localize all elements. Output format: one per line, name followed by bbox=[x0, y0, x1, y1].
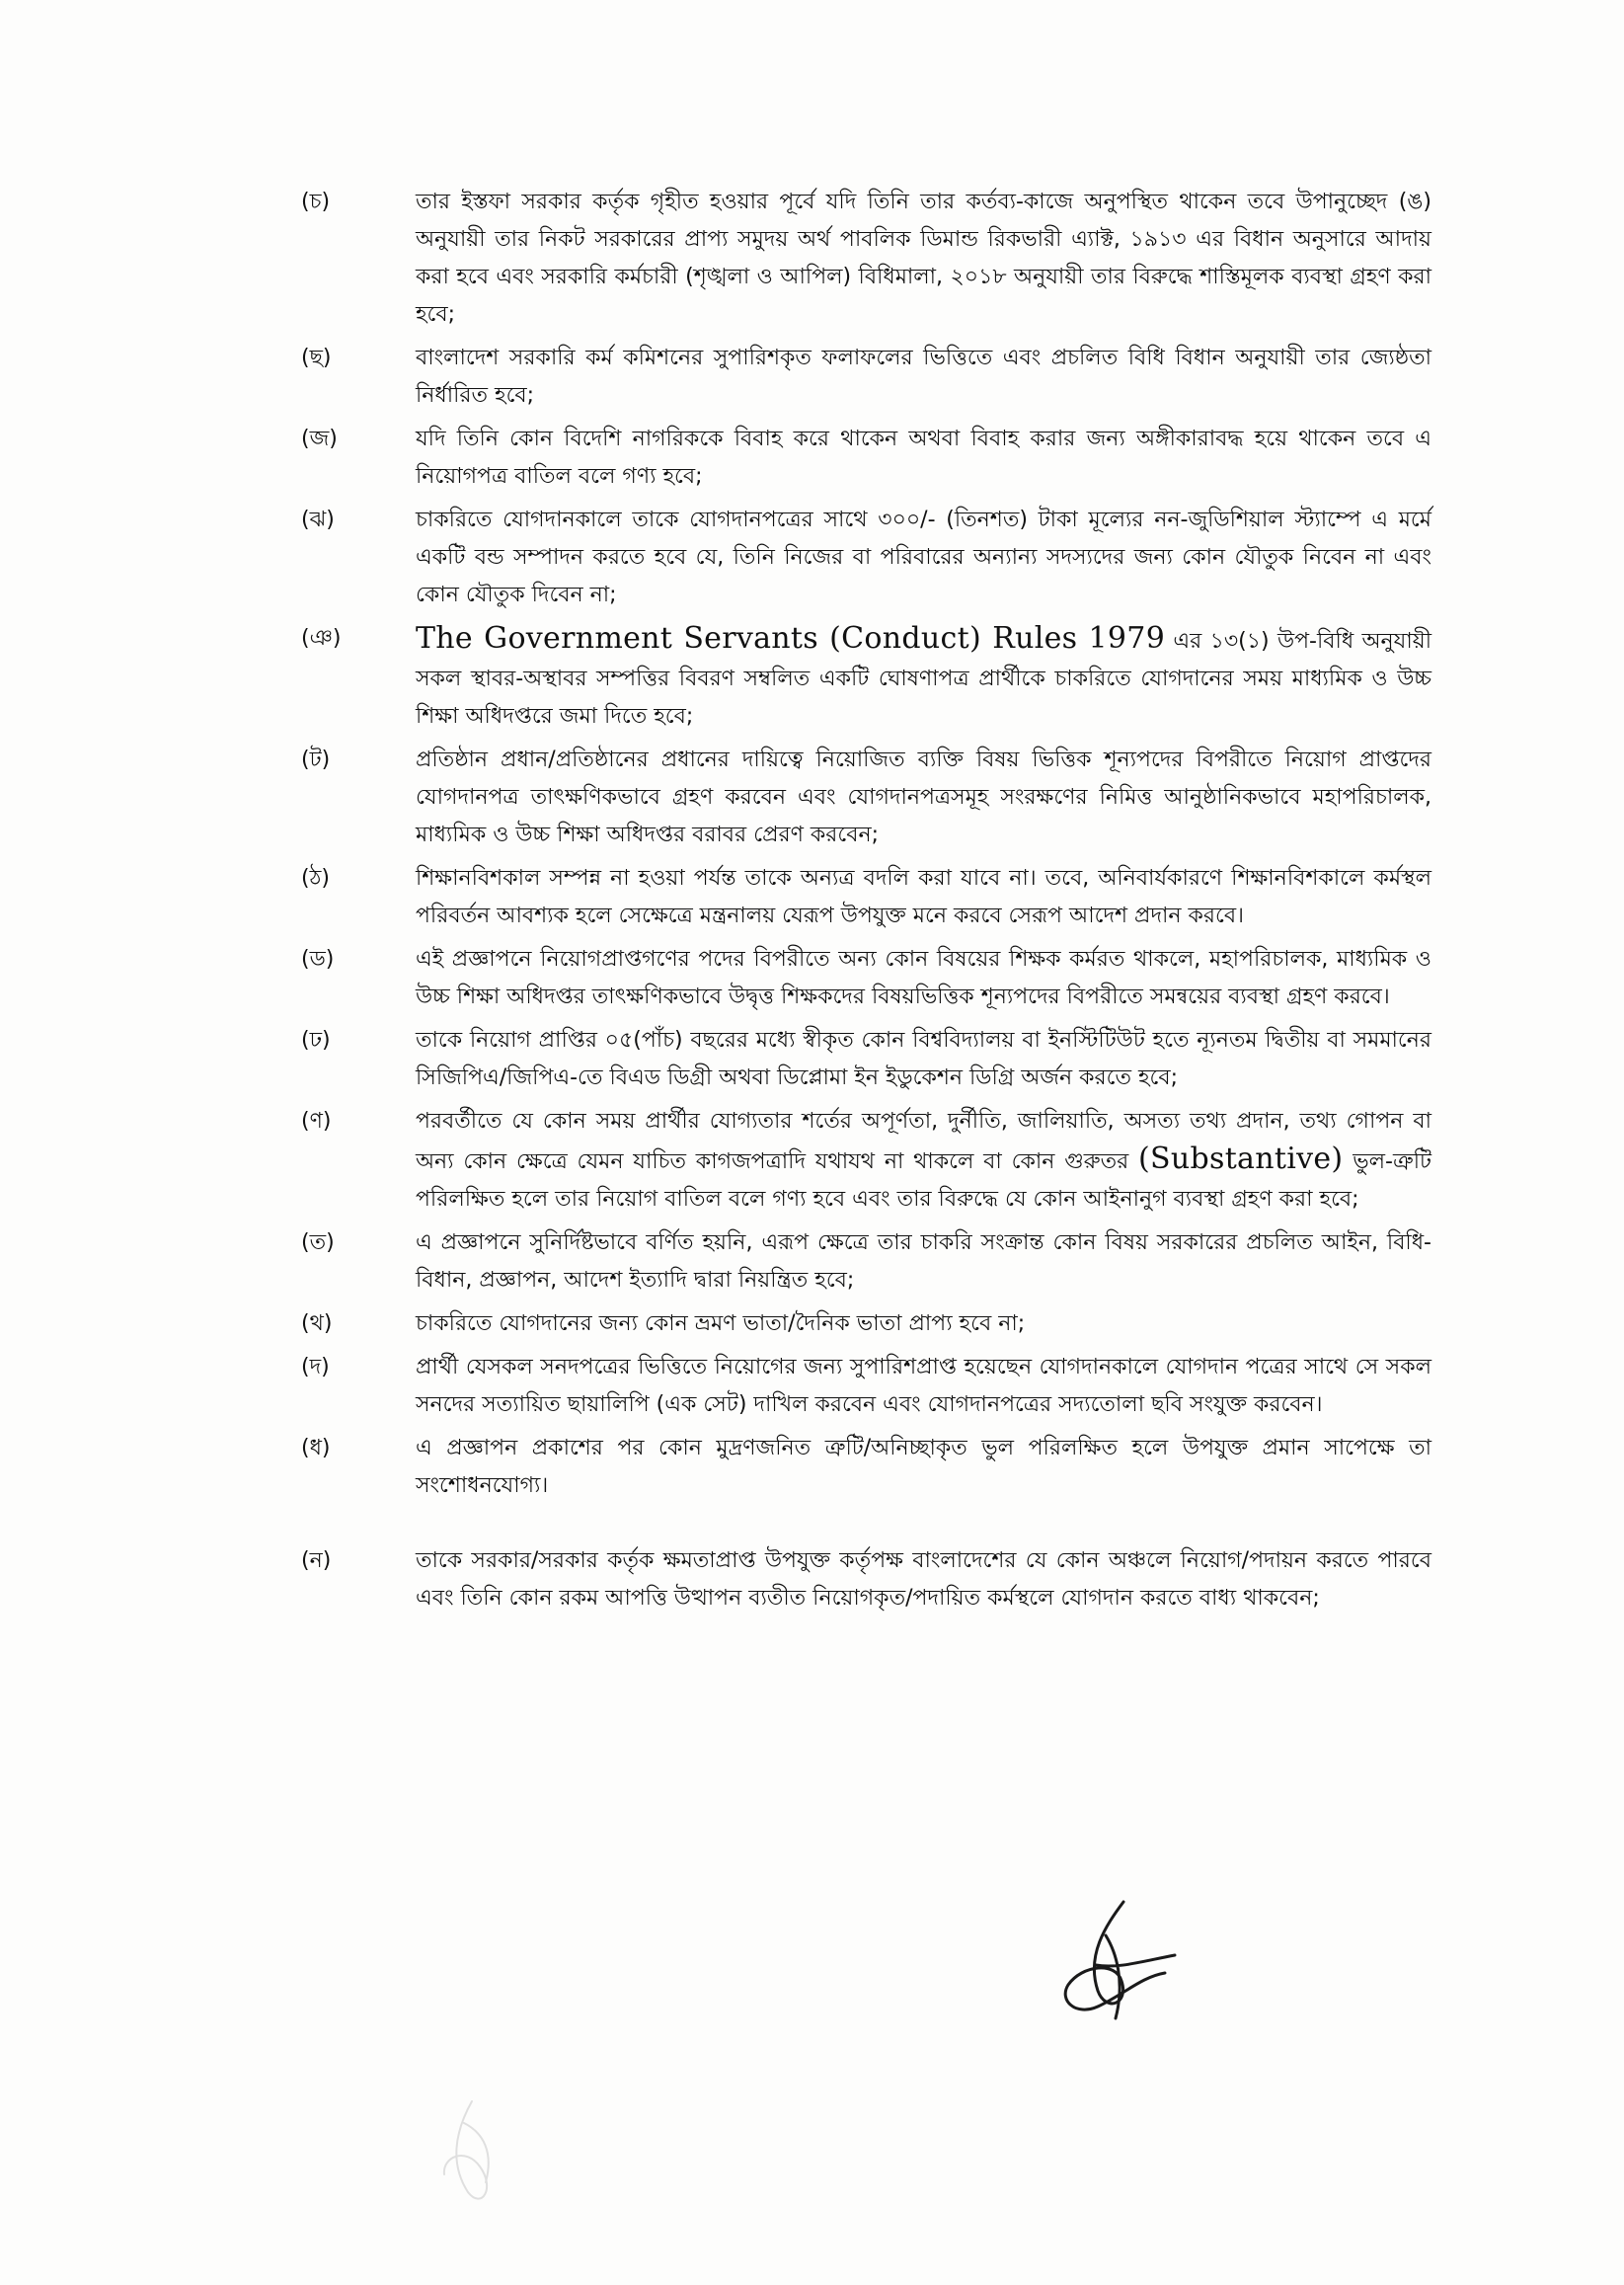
clause-marker: (থ) bbox=[301, 1311, 333, 1336]
clause-marker: (ছ) bbox=[301, 346, 332, 370]
clause-marker: (জ) bbox=[301, 427, 338, 451]
clause-marker: (ট) bbox=[301, 748, 331, 772]
clause-text-continued: এর ১৩(১) উপ-বিধি অনুযায়ী সকল স্থাবর-অস্থাবর সম্পত্তির বিবরণ সম্বলিত একটি ঘোষণাপত্র প্রার্থীকে চাকরিতে যোগদানের সময় মাধ্যমিক ও উচ্চ শিক্ষা অধিদপ্তরে জমা দিতে হবে; bbox=[416, 629, 1431, 729]
faded-seal-mark bbox=[425, 2093, 523, 2212]
clause-text: এই প্রজ্ঞাপনে নিয়োগপ্রাপ্তগণের পদের বিপরীতে অন্য কোন বিষয়ের শিক্ষক কর্মরত থাকলে, মহাপরিচালক, মাধ্যমিক ও উচ্চ শিক্ষা অধিদপ্তর তাৎক্ষণিকভাবে উদ্বৃত্ত শিক্ষকদের বিষয়ভিত্তিক শূন্যপদের বিপরীতে সমন্বয়ের ব্যবস্থা গ্রহণ করবে। bbox=[416, 947, 1431, 1009]
clause-text: শিক্ষানবিশকাল সম্পন্ন না হওয়া পর্যন্ত তাকে অন্যত্র বদলি করা যাবে না। তবে, অনিবার্যকারণে শিক্ষানবিশকালে কর্মস্থল পরিবর্তন আবশ্যক হলে সেক্ষেত্রে মন্ত্রনালয় যেরূপ উপযুক্ত মনে করবে সেরূপ আদেশ প্রদান করবে। bbox=[416, 866, 1431, 928]
clause-ja bbox=[301, 421, 1431, 496]
clause-text: বাংলাদেশ সরকারি কর্ম কমিশনের সুপারিশকৃত ফলাফলের ভিত্তিতে এবং প্রচলিত বিধি বিধান অনুযায়ী তার জ্যেষ্ঠতা নির্ধারিত হবে; bbox=[416, 346, 1431, 408]
clause-text: তাকে নিয়োগ প্রাপ্তির ০৫(পাঁচ) বছরের মধ্যে স্বীকৃত কোন বিশ্ববিদ্যালয় বা ইনস্টিটিউট হতে ন্যূনতম দ্বিতীয় বা সমমানের সিজিপিএ/জিপিএ-তে বিএড ডিগ্রী অথবা ডিপ্লোমা ইন ইডুকেশন ডিগ্রি অর্জন করতে হবে; bbox=[416, 1028, 1431, 1090]
clause-cha bbox=[301, 184, 1431, 334]
clause-nna bbox=[301, 1103, 1431, 1219]
clause-text: এ প্রজ্ঞাপনে সুনির্দিষ্টভাবে বর্ণিত হয়নি, এরূপ ক্ষেত্রে তার চাকরি সংক্রান্ত কোন বিষয় সরকারের প্রচলিত আইন, বিধি-বিধান, প্রজ্ঞাপন, আদেশ ইত্যাদি দ্বারা নিয়ন্ত্রিত হবে; bbox=[416, 1230, 1431, 1293]
clause-marker: (ত) bbox=[301, 1230, 335, 1255]
clause-text: প্রতিষ্ঠান প্রধান/প্রতিষ্ঠানের প্রধানের দায়িত্বে নিয়োজিত ব্যক্তি বিষয় ভিত্তিক শূন্যপদের বিপরীতে নিয়োগ প্রাপ্তদের যোগদানপত্র তাৎক্ষণিকভাবে গ্রহণ করবেন এবং যোগদানপত্রসমূহ সংরক্ষণের নিমিত্ত আনুষ্ঠানিকভাবে মহাপরিচালক, মাধ্যমিক ও উচ্চ শিক্ষা অধিদপ্তর বরাবর প্রেরণ করবেন; bbox=[416, 748, 1431, 847]
clause-marker: (দ) bbox=[301, 1355, 330, 1379]
clause-nya bbox=[301, 620, 1431, 736]
clause-ta bbox=[301, 742, 1431, 854]
conduct-rules-title: The Government Servants (Conduct) Rules 1979 bbox=[416, 621, 1166, 656]
clause-dha2 bbox=[301, 1430, 1431, 1505]
substantive-term: (Substantive) bbox=[1138, 1142, 1344, 1176]
clause-na bbox=[301, 1542, 1431, 1617]
clause-chha bbox=[301, 340, 1431, 415]
clause-text: যদি তিনি কোন বিদেশি নাগরিককে বিবাহ করে থাকেন অথবা বিবাহ করার জন্য অঙ্গীকারাবদ্ধ হয়ে থাকেন তবে এ নিয়োগপত্র বাতিল বলে গণ্য হবে; bbox=[416, 427, 1431, 489]
clause-dha bbox=[301, 1022, 1431, 1097]
clause-da2 bbox=[301, 1349, 1431, 1424]
clause-marker: (ণ) bbox=[301, 1109, 332, 1134]
clause-text: এ প্রজ্ঞাপন প্রকাশের পর কোন মুদ্রণজনিত ত্রুটি/অনিচ্ছাকৃত ভুল পরিলক্ষিত হলে উপযুক্ত প্রমান সাপেক্ষে তা সংশোধনযোগ্য। bbox=[416, 1436, 1431, 1498]
clause-text-part: পরবর্তীতে যে কোন সময় প্রার্থীর যোগ্যতার শর্তের অপূর্ণতা, দুর্নীতি, জালিয়াতি, অসত্য তথ্য প্রদান, তথ্য গোপন বা অন্য কোন ক্ষেত্রে যেমন যাচিত কাগজপত্রাদি যথাযথ না থাকলে বা কোন গুরুতর bbox=[416, 1109, 1431, 1174]
clause-tha bbox=[301, 860, 1431, 935]
clause-text bbox=[416, 1103, 1431, 1219]
clause-text: তাকে সরকার/সরকার কর্তৃক ক্ষমতাপ্রাপ্ত উপযুক্ত কর্তৃপক্ষ বাংলাদেশের যে কোন অঞ্চলে নিয়োগ/পদায়ন করতে পারবে এবং তিনি কোন রকম আপত্তি উত্থাপন ব্যতীত নিয়োগকৃত/পদায়িত কর্মস্থলে যোগদান করতে বাধ্য থাকবেন; bbox=[416, 1548, 1431, 1611]
clause-jha bbox=[301, 502, 1431, 614]
clause-text bbox=[416, 620, 1431, 736]
clause-marker: (ড) bbox=[301, 947, 335, 972]
clause-list bbox=[301, 184, 1431, 1623]
clause-text: প্রার্থী যেসকল সনদপত্রের ভিত্তিতে নিয়োগের জন্য সুপারিশপ্রাপ্ত হয়েছেন যোগদানকালে যোগদান পত্রের সাথে সে সকল সনদের সত্যায়িত ছায়ালিপি (এক সেট) দাখিল করবেন এবং যোগদানপত্রের সদ্যতোলা ছবি সংযুক্ত করবেন। bbox=[416, 1355, 1431, 1417]
clause-marker: (ঝ) bbox=[301, 508, 335, 532]
clause-text: চাকরিতে যোগদানকালে তাকে যোগদানপত্রের সাথে ৩০০/- (তিনশত) টাকা মূল্যের নন-জুডিশিয়াল স্ট্যাম্পে এ মর্মে একটি বন্ড সম্পাদন করতে হবে যে, তিনি নিজের বা পরিবারের অন্যান্য সদস্যদের জন্য কোন যৌতুক নিবেন না এবং কোন যৌতুক দিবেন না; bbox=[416, 508, 1431, 607]
clause-marker: (ঞ) bbox=[301, 626, 342, 651]
clause-text-part: ভুল-ত্রুটি পরিলক্ষিত হলে তার নিয়োগ বাতিল বলে গণ্য হবে এবং তার বিরুদ্ধে যে কোন আইনানুগ ব্যবস্থা গ্রহণ করা হবে; bbox=[416, 1149, 1431, 1212]
signature-image bbox=[1046, 1896, 1185, 2034]
clause-marker: (চ) bbox=[301, 190, 331, 214]
clause-marker: (ঠ) bbox=[301, 866, 330, 891]
clause-marker: (ন) bbox=[301, 1548, 332, 1573]
clause-tha2 bbox=[301, 1305, 1431, 1343]
clause-ta2 bbox=[301, 1224, 1431, 1300]
clause-text: চাকরিতে যোগদানের জন্য কোন ভ্রমণ ভাতা/দৈনিক ভাতা প্রাপ্য হবে না; bbox=[416, 1311, 1026, 1336]
clause-marker: (ঢ) bbox=[301, 1028, 331, 1053]
clause-da bbox=[301, 941, 1431, 1016]
clause-text: তার ইস্তফা সরকার কর্তৃক গৃহীত হওয়ার পূর্বে যদি তিনি তার কর্তব্য-কাজে অনুপস্থিত থাকেন তবে উপানুচ্ছেদ (ঙ) অনুযায়ী তার নিকট সরকারের প্রাপ্য সমুদয় অর্থ পাবলিক ডিমান্ড রিকভারী এ্যাক্ট, ১৯১৩ এর বিধান অনুসারে আদায় করা হবে এবং সরকারি কর্মচারী (শৃঙ্খলা ও আপিল) বিধিমালা, ২০১৮ অনুযায়ী তার বিরুদ্ধে শাস্তিমূলক ব্যবস্থা গ্রহণ করা হবে; bbox=[416, 190, 1431, 327]
clause-marker: (ধ) bbox=[301, 1436, 331, 1460]
